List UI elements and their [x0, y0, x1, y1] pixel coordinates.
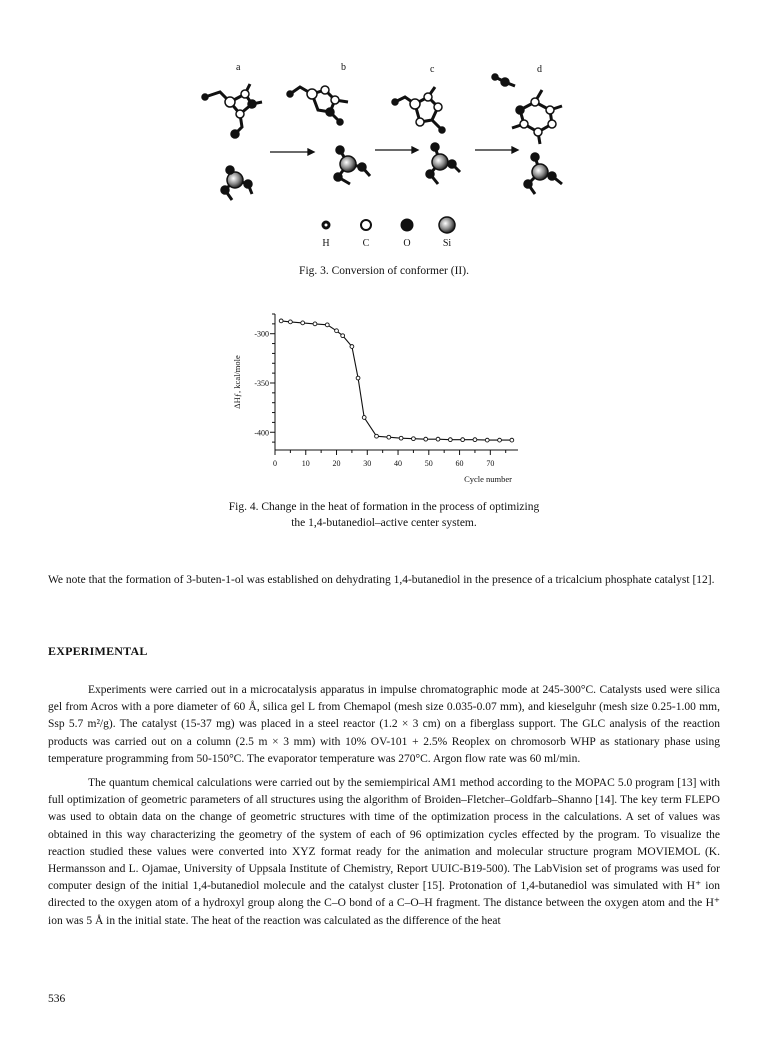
- data-point: [279, 319, 283, 323]
- legend-label-si: Si: [442, 238, 452, 249]
- figure4-caption-line2: the 1,4-butanediol–active center system.: [291, 517, 477, 529]
- x-tick-label: 10: [301, 459, 310, 468]
- paragraph-quantum-calculations: The quantum chemical calculations were carried out by the semiempirical AM1 method according to the MOPAC 5.0 program [13] with full optimization of geometric parameters of all structures using the algorithm of Broiden–Fletcher–Goldfarb–Shanno [14]. The key term FLEPO was used to obtain data on the change of geometric structures with time of the optimization process in the calculations. A set of values was obtained in this way characterizing the geometry of the system of each of 96 optimization cycles effected by the program. To visualize the reaction studied these values were converted into XYZ format ready for the animation and molecular structure program MOVIEMOL (K. Hermansson and L. Ojamae, University of Uppsala Institute of Chemistry, Report UUIC-B19-500). The LabVision set of programs was used for computer design of the initial 1,4-butanediol molecule and the catalyst cluster [15]. Protonation of 1,4-butanediol was simulated with H⁺ ion directed to the oxygen atom of a hydroxyl group along the C–O bond of a C–O–H fragment. The distance between the oxygen atom and the H⁺ ion was 5 Å in the initial state. The heat of the reaction was calculated as the difference of the heat: [48, 777, 720, 927]
- y-axis-label: ΔHƒ, kcal/mole: [232, 355, 242, 409]
- legend-label-c: C: [362, 238, 370, 249]
- carbon-atom-symbol: [361, 220, 371, 230]
- panel-label-c: c: [430, 64, 435, 75]
- x-tick-label: 30: [363, 459, 372, 468]
- x-tick-label: 0: [273, 459, 277, 468]
- data-point: [448, 438, 452, 442]
- data-point: [424, 437, 428, 441]
- legend-label-o: O: [403, 238, 411, 249]
- data-point: [436, 437, 440, 441]
- figure3-caption: Fig. 3. Conversion of conformer (II).: [299, 265, 469, 277]
- data-point: [485, 438, 489, 442]
- data-point: [375, 434, 379, 438]
- oxygen-atom-symbol: [401, 219, 413, 231]
- x-tick-label: 20: [332, 459, 341, 468]
- data-point: [498, 438, 502, 442]
- data-point: [341, 334, 345, 338]
- x-tick-label: 70: [486, 459, 495, 468]
- heat-of-formation-chart: [220, 308, 530, 490]
- paragraph-butenol-note: We note that the formation of 3-buten-1-ol was established on dehydrating 1,4-butanediol in the presence of a tricalcium phosphate catalyst [12].: [48, 574, 715, 586]
- x-tick-label: 50: [424, 459, 433, 468]
- data-point: [325, 323, 329, 327]
- panel-label-d: d: [537, 64, 542, 75]
- x-tick-label: 40: [394, 459, 403, 468]
- paragraph-experimental-setup: Experiments were carried out in a microcatalysis apparatus in impulse chromatographic mode at 245-300°C. Catalysts used were silica gel from Acros with a pore diameter of 60 Å, silica gel L from Chemapol (mesh size 0.035-0.07 mm), and kieselguhr (mesh size 0.25-1.00 mm, Ssp 5.7 m²/g). The catalyst (15-37 mg) was placed in a steel reactor (1.2 × 3 cm) on a fiberglass support. The GLC analysis of the reaction products was carried out on a column (2.5 m × 3 mm) with 10% OV-101 + 2.5% Reoplex on chromosorb WHP as stationary phase using temperature programming from 50-150°C. The evaporator temperature was 270°C. Argon flow rate was 60 ml/min.: [48, 684, 720, 765]
- data-point: [461, 438, 465, 442]
- y-tick-label: -350: [254, 378, 269, 388]
- x-tick-label: 60: [455, 459, 464, 468]
- data-point: [362, 416, 366, 420]
- panel-label-b: b: [341, 62, 346, 73]
- panel-label-a: a: [236, 62, 241, 73]
- data-point: [301, 321, 305, 325]
- legend-label-h: H: [322, 238, 330, 249]
- data-point: [510, 438, 514, 442]
- data-point: [335, 329, 339, 333]
- series-line: [281, 321, 512, 440]
- page-number: 536: [48, 993, 66, 1005]
- data-point: [350, 345, 354, 349]
- data-point: [356, 376, 360, 380]
- figure4-caption-line1: Fig. 4. Change in the heat of formation in the process of optimizing: [228, 501, 540, 513]
- y-tick-label: -300: [254, 329, 269, 339]
- data-point: [399, 436, 403, 440]
- conformer-molecules-figure: [190, 72, 580, 212]
- atom-legend-symbols: [310, 213, 470, 237]
- data-point: [473, 438, 477, 442]
- x-axis-label: Cycle number: [464, 474, 512, 484]
- silicon-atom-symbol: [439, 217, 455, 233]
- data-point: [313, 322, 317, 326]
- data-point: [412, 437, 416, 441]
- section-heading-experimental: EXPERIMENTAL: [48, 644, 148, 658]
- y-tick-label: -400: [254, 428, 269, 438]
- data-point: [387, 435, 391, 439]
- data-point: [288, 320, 292, 324]
